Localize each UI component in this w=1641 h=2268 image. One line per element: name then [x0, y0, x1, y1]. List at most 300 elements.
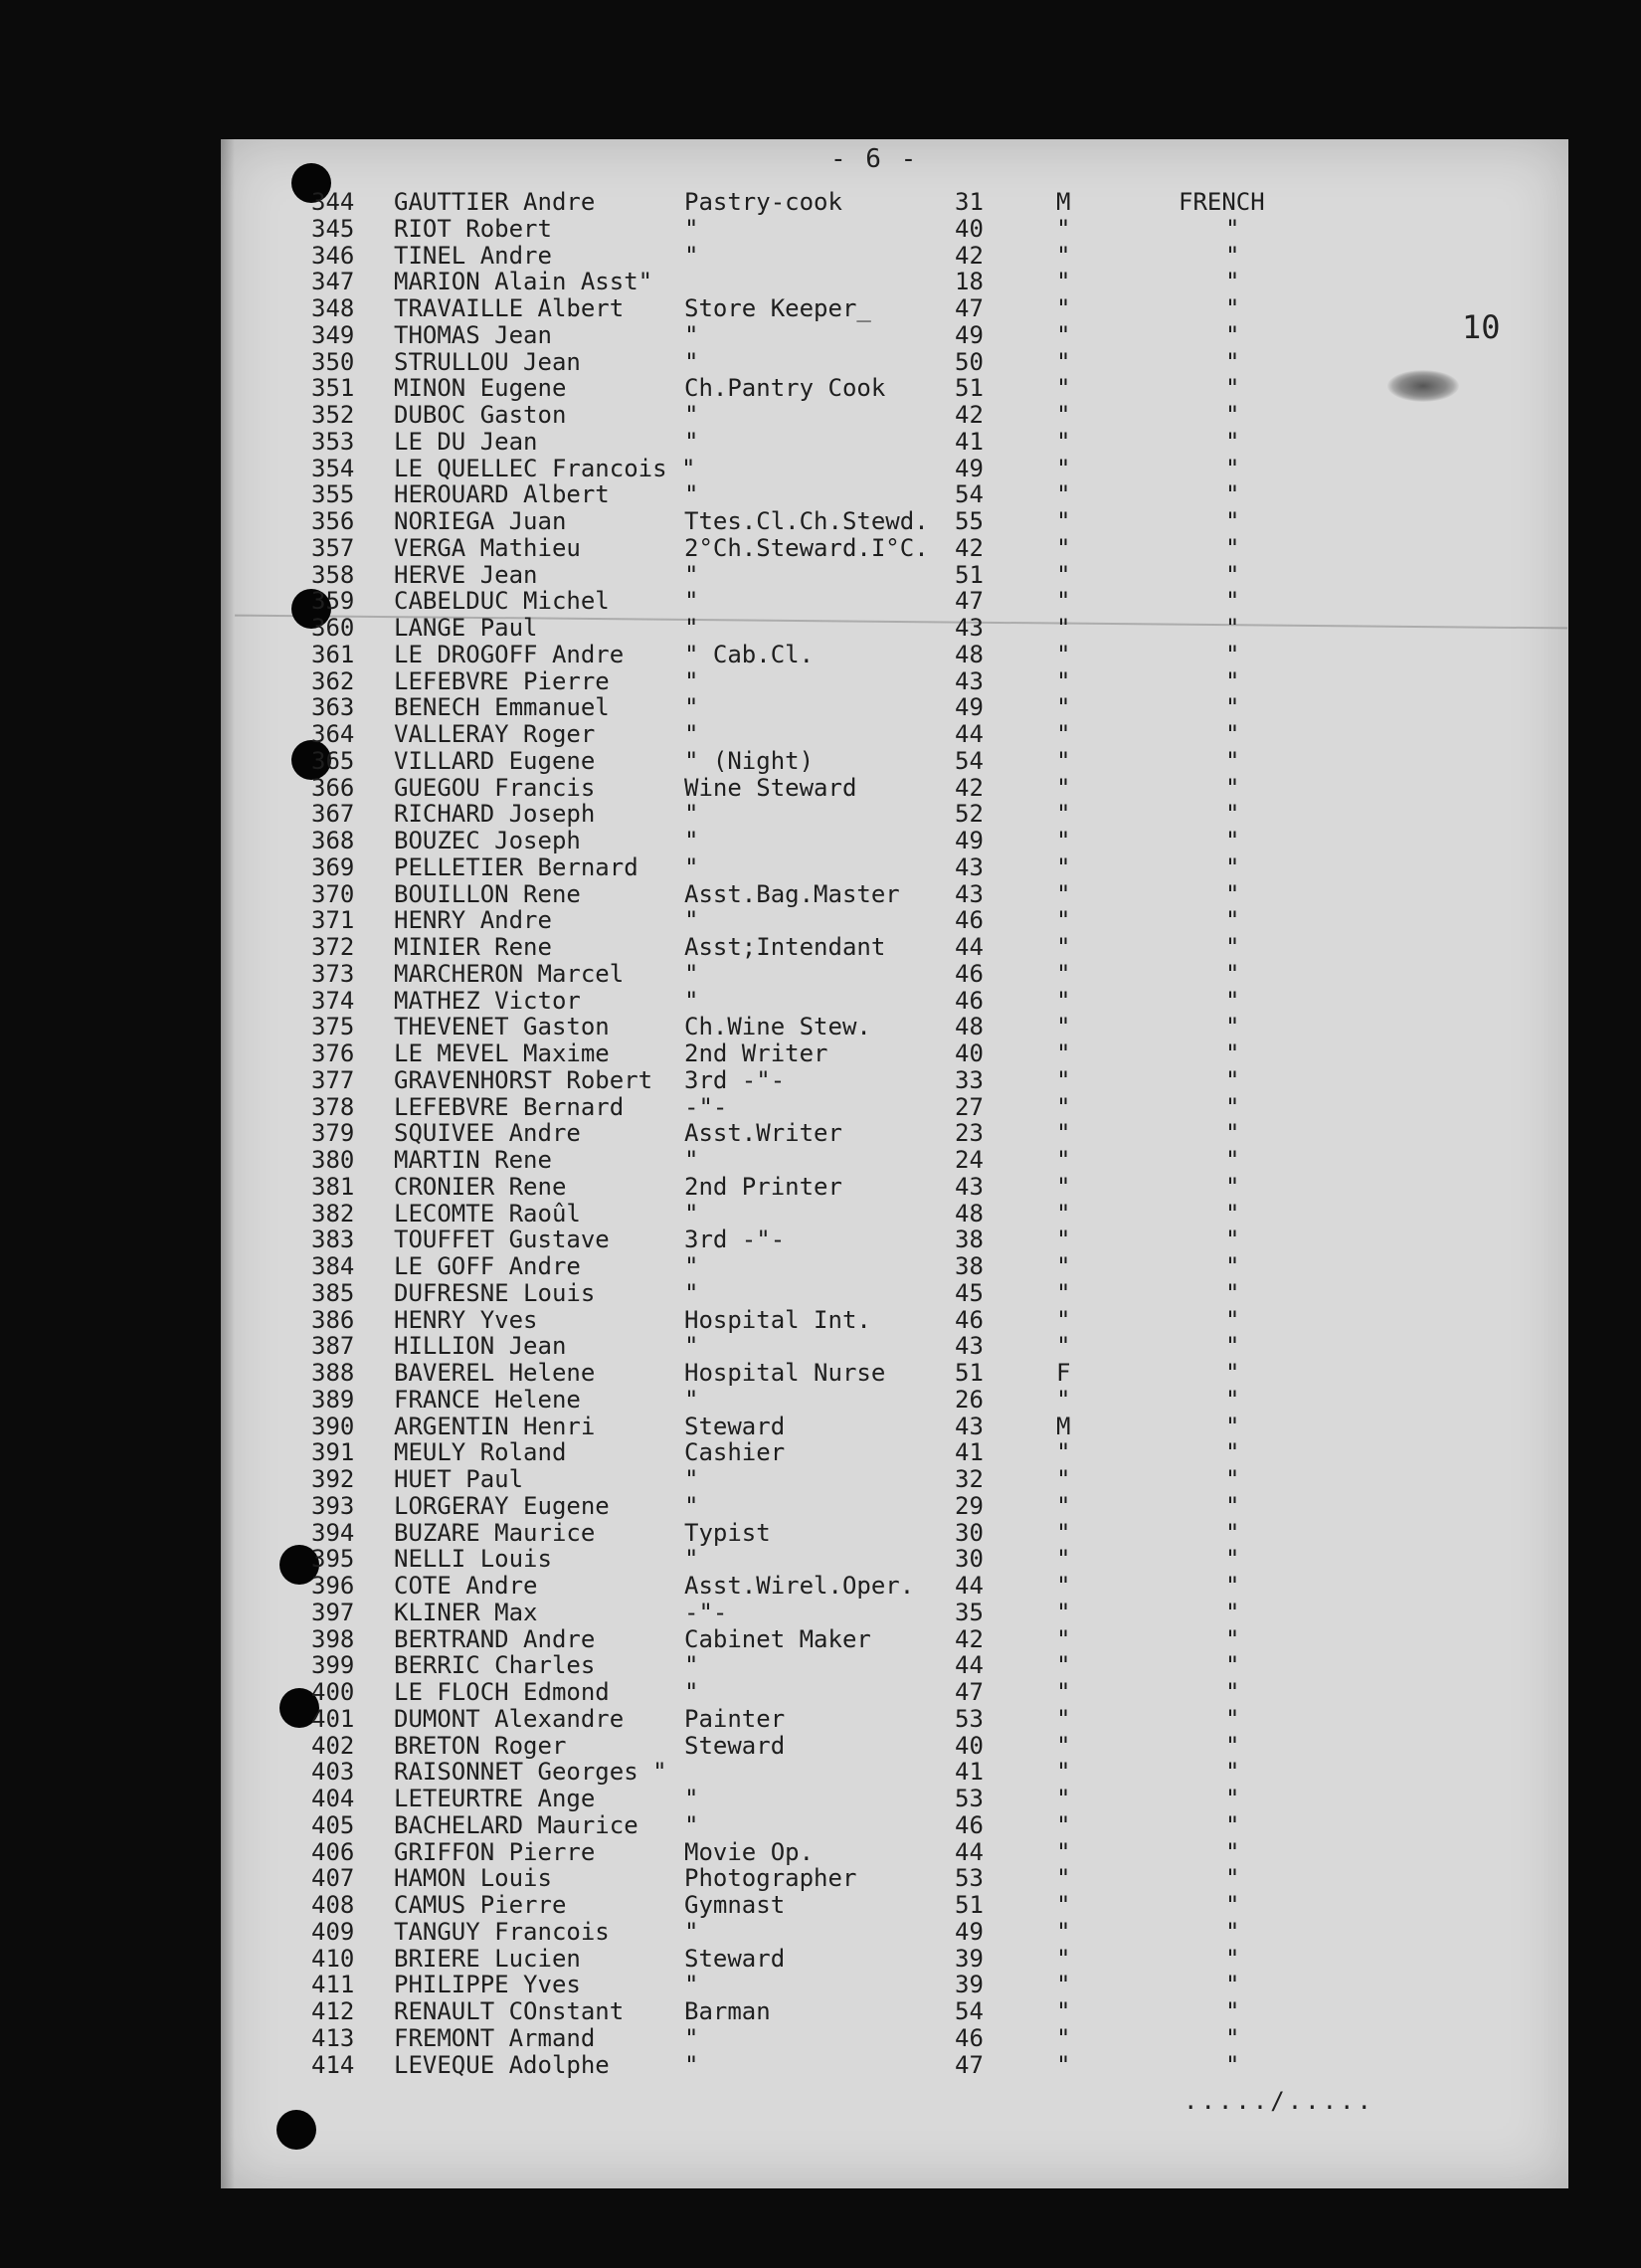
crew-sex: M [1056, 1413, 1071, 1440]
crew-sex: " [1056, 1013, 1071, 1040]
crew-nationality: " [1225, 507, 1240, 535]
crew-name: VILLARD Eugene [394, 747, 596, 775]
crew-sex: " [1056, 455, 1071, 482]
crew-sex: " [1056, 507, 1071, 535]
crew-nationality: " [1225, 1918, 1240, 1946]
crew-sex: " [1056, 933, 1071, 961]
crew-age: 46 [955, 2024, 984, 2052]
crew-occupation: " [684, 321, 699, 349]
crew-occupation: " Cab.Cl. [684, 641, 815, 668]
crew-age: 47 [955, 587, 984, 615]
crew-sex: " [1056, 1226, 1071, 1253]
crew-occupation: Store Keeper_ [684, 294, 871, 322]
crew-row [0, 1147, 1641, 1174]
crew-nationality: " [1225, 1545, 1240, 1573]
crew-age: 29 [955, 1492, 984, 1520]
crew-name: BRETON Roger [394, 1732, 567, 1760]
crew-occupation: " [684, 1811, 699, 1839]
crew-occupation: " [684, 348, 699, 376]
crew-occupation: " [684, 800, 699, 828]
crew-name: HENRY Andre [394, 906, 552, 934]
crew-sex: " [1056, 480, 1071, 508]
crew-nationality: " [1225, 747, 1240, 775]
crew-sex: " [1056, 987, 1071, 1015]
crew-row [0, 295, 1641, 322]
crew-number: 359 [311, 587, 355, 615]
crew-number: 371 [311, 906, 355, 934]
crew-name: PELLETIER Bernard [394, 853, 638, 881]
crew-age: 40 [955, 1040, 984, 1067]
crew-sex: " [1056, 1678, 1071, 1706]
crew-nationality: " [1225, 1678, 1240, 1706]
crew-name: LE MEVEL Maxime [394, 1040, 610, 1067]
crew-name: THOMAS Jean [394, 321, 552, 349]
crew-nationality: " [1225, 1386, 1240, 1414]
crew-age: 39 [955, 1971, 984, 1998]
crew-name: TRAVAILLE Albert [394, 294, 625, 322]
crew-nationality: " [1225, 1625, 1240, 1653]
crew-sex: " [1056, 1891, 1071, 1919]
crew-name: GAUTTIER Andre [394, 188, 596, 216]
crew-age: 27 [955, 1093, 984, 1121]
crew-occupation: " [684, 1465, 699, 1493]
crew-nationality: " [1225, 401, 1240, 429]
crew-row [0, 243, 1641, 270]
crew-name: RAISONNET Georges " [394, 1758, 667, 1786]
crew-nationality: " [1225, 2051, 1240, 2079]
crew-name: PHILIPPE Yves [394, 1971, 581, 1998]
crew-row [0, 562, 1641, 589]
crew-nationality: " [1225, 1705, 1240, 1733]
crew-number: 376 [311, 1040, 355, 1067]
crew-name: BAVEREL Helene [394, 1359, 596, 1387]
crew-age: 48 [955, 1013, 984, 1040]
crew-nationality: " [1225, 2024, 1240, 2052]
crew-name: BUZARE Maurice [394, 1519, 596, 1547]
crew-nationality: " [1225, 1146, 1240, 1174]
crew-nationality: " [1225, 1971, 1240, 1998]
crew-number: 372 [311, 933, 355, 961]
crew-occupation: " [684, 960, 699, 988]
crew-nationality: " [1225, 800, 1240, 828]
crew-sex: " [1056, 641, 1071, 668]
crew-row [0, 881, 1641, 908]
crew-age: 54 [955, 480, 984, 508]
crew-number: 405 [311, 1811, 355, 1839]
crew-name: RENAULT COnstant [394, 1997, 625, 2025]
crew-row [0, 1865, 1641, 1892]
crew-name: HERVE Jean [394, 561, 538, 589]
crew-row [0, 1972, 1641, 1998]
crew-nationality: " [1225, 1066, 1240, 1094]
crew-occupation: Cashier [684, 1438, 786, 1466]
crew-age: 30 [955, 1545, 984, 1573]
crew-age: 49 [955, 321, 984, 349]
crew-age: 44 [955, 1651, 984, 1679]
crew-number: 368 [311, 827, 355, 854]
crew-occupation: " [684, 1971, 699, 1998]
crew-row [0, 216, 1641, 243]
crew-nationality: " [1225, 215, 1240, 243]
crew-number: 413 [311, 2024, 355, 2052]
crew-sex: " [1056, 1599, 1071, 1626]
crew-row [0, 535, 1641, 562]
crew-age: 49 [955, 827, 984, 854]
crew-occupation: " [684, 480, 699, 508]
crew-row [0, 1201, 1641, 1228]
crew-occupation: " [684, 693, 699, 721]
crew-age: 43 [955, 880, 984, 908]
crew-age: 41 [955, 428, 984, 456]
crew-name: LETEURTRE Ange [394, 1785, 596, 1812]
crew-row [0, 721, 1641, 748]
crew-nationality: " [1225, 1226, 1240, 1253]
crew-nationality: " [1225, 321, 1240, 349]
crew-nationality: " [1225, 1413, 1240, 1440]
crew-sex: " [1056, 1252, 1071, 1280]
crew-sex: " [1056, 268, 1071, 295]
crew-number: 389 [311, 1386, 355, 1414]
crew-name: LECOMTE Raoûl [394, 1200, 581, 1228]
crew-age: 32 [955, 1465, 984, 1493]
crew-row [0, 375, 1641, 402]
crew-row [0, 1600, 1641, 1626]
crew-row [0, 1759, 1641, 1786]
crew-age: 51 [955, 561, 984, 589]
crew-number: 348 [311, 294, 355, 322]
crew-name: LE DROGOFF Andre [394, 641, 625, 668]
crew-name: KLINER Max [394, 1599, 538, 1626]
crew-number: 374 [311, 987, 355, 1015]
crew-number: 362 [311, 667, 355, 695]
crew-sex: " [1056, 1997, 1071, 2025]
crew-sex: " [1056, 1332, 1071, 1360]
crew-age: 43 [955, 1173, 984, 1201]
crew-row [0, 961, 1641, 988]
crew-age: 42 [955, 534, 984, 562]
crew-row [0, 1253, 1641, 1280]
crew-age: 42 [955, 1625, 984, 1653]
crew-name: TANGUY Francois [394, 1918, 610, 1946]
crew-name: MARION Alain Asst" [394, 268, 653, 295]
crew-sex: " [1056, 534, 1071, 562]
crew-name: MEULY Roland [394, 1438, 567, 1466]
crew-sex: " [1056, 1758, 1071, 1786]
crew-name: HENRY Yves [394, 1306, 538, 1334]
crew-number: 355 [311, 480, 355, 508]
crew-occupation: Ch.Wine Stew. [684, 1013, 871, 1040]
crew-occupation: " [684, 2051, 699, 2079]
crew-name: BOUILLON Rene [394, 880, 581, 908]
crew-name: GUEGOU Francis [394, 774, 596, 802]
crew-name: GRIFFON Pierre [394, 1838, 596, 1866]
crew-row [0, 1546, 1641, 1573]
crew-nationality: " [1225, 455, 1240, 482]
crew-nationality: " [1225, 374, 1240, 402]
crew-nationality: " [1225, 1173, 1240, 1201]
crew-occupation: " [684, 1785, 699, 1812]
crew-row [0, 1706, 1641, 1733]
crew-row [0, 508, 1641, 535]
crew-sex: " [1056, 1200, 1071, 1228]
crew-nationality: " [1225, 1332, 1240, 1360]
crew-row [0, 481, 1641, 508]
crew-occupation: Gymnast [684, 1891, 786, 1919]
crew-sex: " [1056, 1465, 1071, 1493]
crew-name: HILLION Jean [394, 1332, 567, 1360]
crew-number: 406 [311, 1838, 355, 1866]
crew-name: BRIERE Lucien [394, 1945, 581, 1973]
crew-age: 18 [955, 268, 984, 295]
crew-occupation: -"- [684, 1599, 728, 1626]
crew-sex: " [1056, 294, 1071, 322]
crew-age: 47 [955, 294, 984, 322]
crew-nationality: " [1225, 1891, 1240, 1919]
crew-age: 54 [955, 1997, 984, 2025]
crew-number: 369 [311, 853, 355, 881]
crew-nationality: " [1225, 1040, 1240, 1067]
crew-sex: " [1056, 1971, 1071, 1998]
crew-row [0, 588, 1641, 615]
crew-age: 48 [955, 641, 984, 668]
crew-sex: " [1056, 1146, 1071, 1174]
crew-row [0, 322, 1641, 349]
crew-row [0, 668, 1641, 695]
crew-occupation: " [684, 720, 699, 748]
crew-name: BACHELARD Maurice [394, 1811, 638, 1839]
crew-number: 407 [311, 1864, 355, 1892]
crew-number: 380 [311, 1146, 355, 1174]
crew-age: 53 [955, 1864, 984, 1892]
crew-age: 46 [955, 906, 984, 934]
crew-name: FREMONT Armand [394, 2024, 596, 2052]
crew-occupation: Steward [684, 1732, 786, 1760]
crew-nationality: " [1225, 906, 1240, 934]
crew-row [0, 349, 1641, 376]
crew-name: HAMON Louis [394, 1864, 552, 1892]
crew-name: CABELDUC Michel [394, 587, 610, 615]
crew-occupation: " [684, 428, 699, 456]
crew-name: LE QUELLEC Francois " [394, 455, 696, 482]
crew-sex: " [1056, 1306, 1071, 1334]
crew-row [0, 1946, 1641, 1973]
crew-age: 46 [955, 1306, 984, 1334]
crew-row [0, 1174, 1641, 1201]
crew-sex: " [1056, 667, 1071, 695]
crew-sex: " [1056, 720, 1071, 748]
crew-name: LE DU Jean [394, 428, 538, 456]
crew-sex: " [1056, 906, 1071, 934]
crew-occupation: 3rd -"- [684, 1066, 786, 1094]
crew-number: 370 [311, 880, 355, 908]
crew-name: LEFEBVRE Bernard [394, 1093, 625, 1121]
crew-row [0, 1360, 1641, 1387]
crew-sex: F [1056, 1359, 1071, 1387]
crew-name: HEROUARD Albert [394, 480, 610, 508]
crew-sex: " [1056, 374, 1071, 402]
crew-sex: " [1056, 1066, 1071, 1094]
crew-row [0, 934, 1641, 961]
crew-age: 50 [955, 348, 984, 376]
crew-occupation: Wine Steward [684, 774, 857, 802]
crew-occupation: " (Night) [684, 747, 815, 775]
crew-nationality: " [1225, 614, 1240, 642]
crew-nationality: " [1225, 268, 1240, 295]
crew-sex: " [1056, 1572, 1071, 1600]
crew-age: 33 [955, 1066, 984, 1094]
crew-nationality: " [1225, 1811, 1240, 1839]
crew-occupation: Ttes.Cl.Ch.Stewd. [684, 507, 929, 535]
crew-age: 24 [955, 1146, 984, 1174]
crew-row [0, 1786, 1641, 1812]
crew-number: 397 [311, 1599, 355, 1626]
continuation-mark: ...../..... [1184, 2087, 1374, 2115]
crew-occupation: " [684, 1678, 699, 1706]
crew-name: NELLI Louis [394, 1545, 552, 1573]
crew-number: 379 [311, 1119, 355, 1147]
crew-sex: " [1056, 1386, 1071, 1414]
crew-number: 345 [311, 215, 355, 243]
crew-number: 409 [311, 1918, 355, 1946]
crew-sex: " [1056, 1705, 1071, 1733]
crew-sex: " [1056, 1864, 1071, 1892]
crew-number: 373 [311, 960, 355, 988]
crew-number: 399 [311, 1651, 355, 1679]
crew-row [0, 854, 1641, 881]
crew-name: NORIEGA Juan [394, 507, 567, 535]
crew-age: 26 [955, 1386, 984, 1414]
crew-name: MINON Eugene [394, 374, 567, 402]
crew-nationality: " [1225, 294, 1240, 322]
crew-sex: " [1056, 1040, 1071, 1067]
crew-row [0, 1040, 1641, 1067]
crew-nationality: " [1225, 480, 1240, 508]
crew-row [0, 988, 1641, 1015]
crew-age: 49 [955, 693, 984, 721]
crew-row [0, 1998, 1641, 2025]
crew-row [0, 456, 1641, 482]
crew-name: DUBOC Gaston [394, 401, 567, 429]
crew-sex: " [1056, 1838, 1071, 1866]
crew-sex: " [1056, 1173, 1071, 1201]
crew-name: THEVENET Gaston [394, 1013, 610, 1040]
crew-age: 54 [955, 747, 984, 775]
crew-occupation: Ch.Pantry Cook [684, 374, 886, 402]
crew-occupation: " [684, 1918, 699, 1946]
crew-row [0, 1414, 1641, 1440]
crew-occupation: Movie Op. [684, 1838, 815, 1866]
crew-row [0, 828, 1641, 854]
crew-occupation: -"- [684, 1093, 728, 1121]
crew-occupation: " [684, 1545, 699, 1573]
crew-name: VALLERAY Roger [394, 720, 596, 748]
crew-nationality: FRENCH [1179, 188, 1265, 216]
crew-age: 23 [955, 1119, 984, 1147]
crew-sex: " [1056, 774, 1071, 802]
crew-nationality: " [1225, 534, 1240, 562]
crew-occupation: " [684, 1492, 699, 1520]
crew-occupation: Asst.Wirel.Oper. [684, 1572, 915, 1600]
page-number: - 6 - [830, 144, 919, 174]
crew-occupation: " [684, 1252, 699, 1280]
crew-row [0, 1520, 1641, 1547]
crew-age: 55 [955, 507, 984, 535]
crew-row [0, 694, 1641, 721]
crew-age: 46 [955, 987, 984, 1015]
crew-name: LEVEQUE Adolphe [394, 2051, 610, 2079]
crew-nationality: " [1225, 853, 1240, 881]
crew-nationality: " [1225, 1438, 1240, 1466]
crew-nationality: " [1225, 1732, 1240, 1760]
crew-name: MARCHERON Marcel [394, 960, 625, 988]
crew-nationality: " [1225, 1200, 1240, 1228]
crew-number: 394 [311, 1519, 355, 1547]
crew-row [0, 429, 1641, 456]
crew-occupation: " [684, 987, 699, 1015]
crew-nationality: " [1225, 1093, 1240, 1121]
crew-number: 388 [311, 1359, 355, 1387]
crew-number: 382 [311, 1200, 355, 1228]
crew-nationality: " [1225, 693, 1240, 721]
crew-number: 401 [311, 1705, 355, 1733]
crew-name: VERGA Mathieu [394, 534, 581, 562]
crew-occupation: " [684, 1386, 699, 1414]
crew-row [0, 1652, 1641, 1679]
crew-nationality: " [1225, 1945, 1240, 1973]
crew-row [0, 1014, 1641, 1040]
crew-row [0, 1466, 1641, 1493]
crew-nationality: " [1225, 1492, 1240, 1520]
crew-age: 46 [955, 1811, 984, 1839]
crew-age: 43 [955, 667, 984, 695]
crew-age: 47 [955, 1678, 984, 1706]
crew-sex: " [1056, 1918, 1071, 1946]
crew-occupation: 2nd Printer [684, 1173, 842, 1201]
crew-age: 51 [955, 374, 984, 402]
crew-row [0, 1919, 1641, 1946]
crew-number: 400 [311, 1678, 355, 1706]
crew-number: 351 [311, 374, 355, 402]
crew-number: 375 [311, 1013, 355, 1040]
crew-number: 410 [311, 1945, 355, 1973]
crew-occupation: Typist [684, 1519, 771, 1547]
crew-age: 45 [955, 1279, 984, 1307]
crew-name: CAMUS Pierre [394, 1891, 567, 1919]
crew-sex: " [1056, 1093, 1071, 1121]
crew-nationality: " [1225, 242, 1240, 270]
crew-nationality: " [1225, 348, 1240, 376]
crew-nationality: " [1225, 827, 1240, 854]
crew-row [0, 1120, 1641, 1147]
crew-number: 398 [311, 1625, 355, 1653]
crew-sex: " [1056, 693, 1071, 721]
crew-occupation: Asst;Intendant [684, 933, 886, 961]
crew-number: 361 [311, 641, 355, 668]
crew-sex: " [1056, 2051, 1071, 2079]
crew-number: 356 [311, 507, 355, 535]
crew-occupation: Painter [684, 1705, 786, 1733]
crew-nationality: " [1225, 1758, 1240, 1786]
crew-row [0, 1227, 1641, 1253]
crew-sex: " [1056, 853, 1071, 881]
crew-age: 49 [955, 455, 984, 482]
crew-age: 42 [955, 774, 984, 802]
crew-nationality: " [1225, 667, 1240, 695]
crew-age: 35 [955, 1599, 984, 1626]
crew-name: LE GOFF Andre [394, 1252, 581, 1280]
crew-occupation: 2°Ch.Steward.I°C. [684, 534, 929, 562]
crew-number: 390 [311, 1413, 355, 1440]
